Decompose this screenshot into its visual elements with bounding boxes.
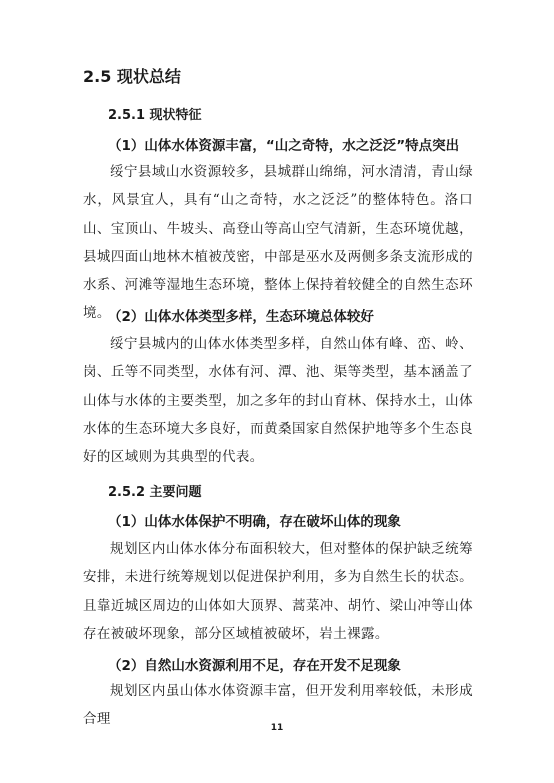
item-heading-resources: （1）山体水体资源丰富，“山之奇特，水之泛泛”特点突出	[108, 138, 460, 154]
paragraph-resources: 绥宁县域山水资源较多，县城群山绵绵，河水清清，青山绿水，风景宜人，具有“山之奇特，水之泛泛”的整体特色。洛口山、宝顶山、牛坡头、高登山等高山空气清新，生态环境优越，县城四面山地林木植被茂密，中部是巫水及两侧多条支流形成的水系、河滩等湿地生态环境，整体上保持着较健全的自然生态环境。	[83, 164, 473, 322]
subsection-heading-main-problems: 2.5.2 主要问题	[108, 485, 202, 500]
page-number: 11	[270, 723, 284, 733]
item-heading-utilization: （2）自然山水资源利用不足，存在开发不足现象	[108, 658, 401, 674]
subsection-heading-current-features: 2.5.1 现状特征	[108, 108, 202, 123]
paragraph-protection: 规划区内山体水体分布面积较大，但对整体的保护缺乏统筹安排，未进行统筹规划以促进保护利用，多为自然生长的状态。且靠近城区周边的山体如大顶界、蒿菜冲、胡竹、梁山冲等山体存在被破坏现象，部分区域植被破坏，岩土裸露。	[83, 541, 473, 642]
paragraph-types: 绥宁县城内的山体水体类型多样，自然山体有峰、峦、岭、岗、丘等不同类型，水体有河、潭、池、渠等类型，基本涵盖了山体与水体的主要类型，加之多年的封山育林、保持水土，山体水体的生态环境大多良好，而黄桑国家自然保护地等多个生态良好的区域则为其典型的代表。	[83, 336, 473, 466]
item-heading-protection: （1）山体水体保护不明确，存在破坏山体的现象	[108, 514, 401, 530]
paragraph-utilization: 规划区内虽山体水体资源丰富，但开发利用率较低，未形成合理	[83, 683, 473, 728]
item-heading-types: （2）山体水体类型多样，生态环境总体较好	[108, 309, 374, 325]
section-heading: 2.5 现状总结	[83, 67, 181, 86]
